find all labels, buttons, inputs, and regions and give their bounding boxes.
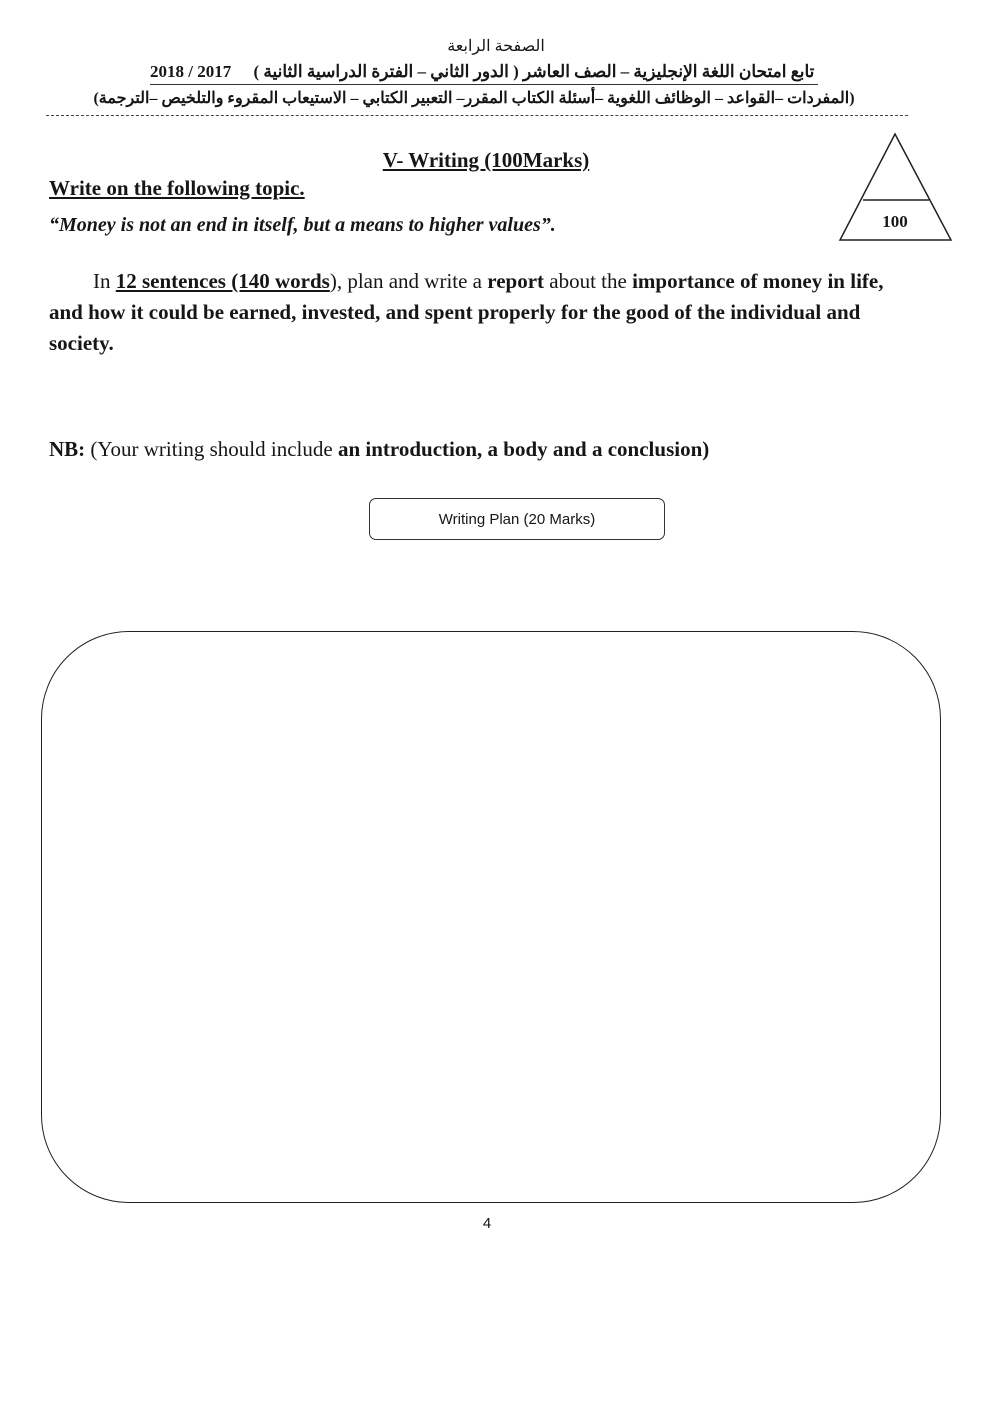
page-label: الصفحة الرابعة [447,38,545,55]
nb-label: NB: [49,437,86,461]
task-about: about the [549,269,627,293]
task-report: report [487,269,545,293]
task-count-close: ) [329,269,337,293]
task-description [49,266,911,359]
nb-plain: (Your writing should include [90,437,333,461]
writing-plan-area[interactable] [41,631,941,1203]
task-count: 12 sentences (140 words [115,269,330,293]
instruction: Write on the following topic. [49,176,305,200]
exam-header [150,62,830,82]
section-title: V- Writing (100Marks) [382,148,590,172]
task-topic: importance of money in life, and how it could be earned, invested, and spent properly for the good of the individual and society. [49,269,884,355]
task-text: , plan and write a [336,269,483,293]
nb-bold: an introduction, a body and a conclusion) [337,437,710,461]
page-number: 4 [482,1215,492,1232]
topic-quote: “Money is not an end in itself, but a means to higher values”. [49,214,556,236]
exam-topics: (المفردات –القواعد – الوظائف اللغوية –أسئلة الكتاب المقرر– التعبير الكتابي – الاستيعاب المقروء والتلخيص –الترجمة) [93,90,855,107]
header-divider [46,115,908,116]
exam-year: 2018 / 2017 [150,62,232,81]
writing-plan-label: Writing Plan (20 Marks) [438,510,596,528]
nb-note [49,437,929,462]
exam-title: تابع امتحان اللغة الإنجليزية – الصف العاشر ( الدور الثاني – الفترة الدراسية الثانية ) [253,62,815,81]
writing-plan-label-box [369,498,665,540]
task-in: In [93,269,111,293]
marks-value: 100 [882,212,908,231]
header-underline [150,84,818,85]
